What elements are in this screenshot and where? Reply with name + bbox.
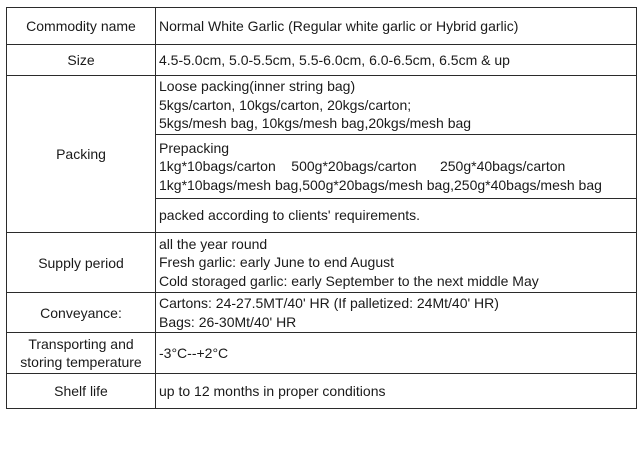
- conveyance-line1: Cartons: 24-27.5MT/40' HR (If palletized: 24Mt/40' HR): [159, 295, 499, 311]
- row-shelf-life: [7, 374, 637, 409]
- row-packing-loose: [7, 76, 637, 135]
- row-supply-period: [7, 233, 637, 293]
- packing-loose-title: Loose packing(inner string bag): [159, 78, 356, 95]
- row-commodity-name: [7, 8, 637, 45]
- row-transport-temperature: [7, 333, 637, 374]
- transport-value: -3°C--+2°C: [156, 333, 637, 374]
- conveyance-line2: Bags: 26-30Mt/40' HR: [159, 313, 297, 330]
- row-conveyance: [7, 293, 637, 333]
- prepacking-title: Prepacking: [159, 139, 230, 156]
- prepacking-line2: 1kg*10bags/mesh bag,500g*20bags/mesh bag,250g*40bags/mesh bag: [159, 176, 602, 193]
- conveyance-cell: [156, 293, 637, 333]
- commodity-name-value: Normal White Garlic (Regular white garlic or Hybrid garlic): [156, 8, 637, 45]
- row-size: [7, 45, 637, 76]
- shelf-life-label: Shelf life: [7, 374, 156, 409]
- size-label: Size: [7, 45, 156, 76]
- packing-prepacking-cell: [156, 135, 637, 199]
- supply-line1: all the year round: [159, 235, 268, 252]
- transport-label-line2: storing temperature: [20, 354, 142, 370]
- commodity-name-label: Commodity name: [7, 8, 156, 45]
- supply-line2: Fresh garlic: early June to end August: [159, 254, 395, 271]
- packing-note: packed according to clients' requirements.: [156, 199, 637, 233]
- size-value: 4.5-5.0cm, 5.0-5.5cm, 5.5-6.0cm, 6.0-6.5cm, 6.5cm & up: [156, 45, 637, 76]
- packing-loose-line2: 5kgs/mesh bag, 10kgs/mesh bag,20kgs/mesh bag: [159, 115, 472, 132]
- shelf-life-value: up to 12 months in proper conditions: [156, 374, 637, 409]
- conveyance-label: Conveyance:: [7, 293, 156, 333]
- packing-loose-line1: 5kgs/carton, 10kgs/carton, 20kgs/carton;: [159, 96, 412, 113]
- packing-loose-cell: [156, 76, 637, 135]
- transport-label: [7, 333, 156, 374]
- supply-line3: Cold storaged garlic: early September to the next middle May: [159, 272, 539, 289]
- supply-period-cell: [156, 233, 637, 293]
- supply-period-label: Supply period: [7, 233, 156, 293]
- garlic-spec-table: [6, 7, 637, 409]
- prepacking-line1: 1kg*10bags/carton 500g*20bags/carton 250g*40bags/carton: [159, 158, 566, 175]
- packing-label: Packing: [7, 76, 156, 233]
- transport-label-line1: Transporting and: [28, 336, 134, 352]
